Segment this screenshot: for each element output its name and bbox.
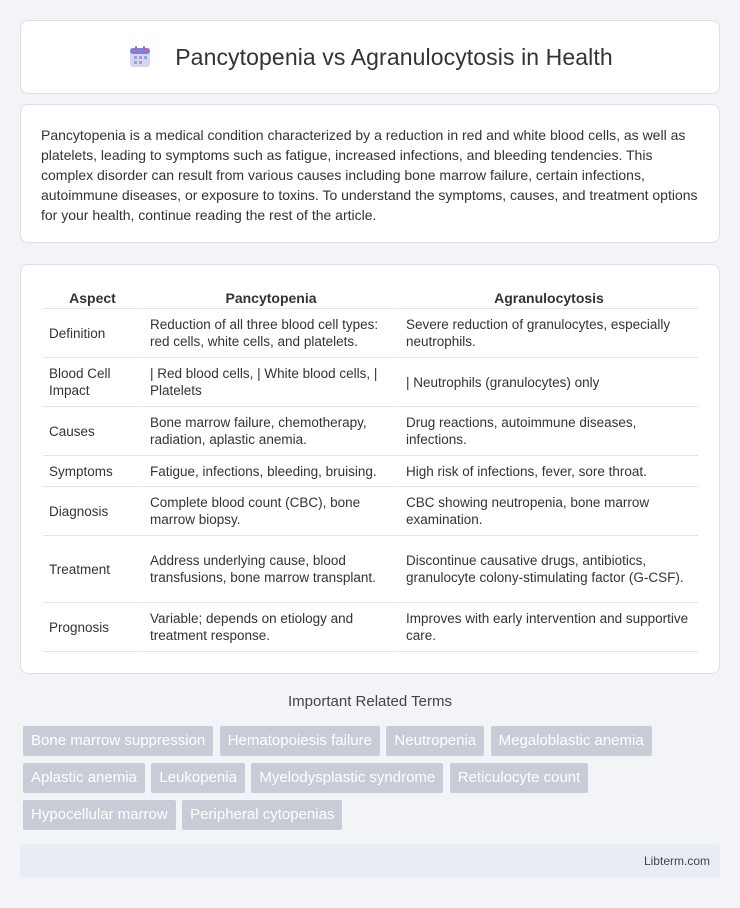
related-term-tag[interactable]: Aplastic anemia [23, 763, 145, 793]
cell-agranulocytosis: Discontinue causative drugs, antibiotics, granulocyte colony-stimulating factor (G-CSF). [398, 536, 698, 603]
table-row [43, 456, 698, 487]
calendar-icon [127, 44, 153, 70]
table-header-row [43, 287, 698, 309]
cell-agranulocytosis: | Neutrophils (granulocytes) only [398, 358, 698, 407]
related-term-tag[interactable]: Myelodysplastic syndrome [251, 763, 443, 793]
related-term-tag[interactable]: Hypocellular marrow [23, 800, 176, 830]
cell-aspect: Prognosis [43, 603, 142, 652]
related-terms-list [23, 726, 723, 837]
cell-pancytopenia: Complete blood count (CBC), bone marrow biopsy. [142, 487, 398, 536]
cell-agranulocytosis: High risk of infections, fever, sore throat. [398, 456, 698, 487]
cell-pancytopenia: Variable; depends on etiology and treatment response. [142, 603, 398, 652]
intro-card [20, 104, 720, 243]
table-row [43, 407, 698, 456]
related-term-tag[interactable]: Neutropenia [386, 726, 484, 756]
table-row [43, 603, 698, 652]
cell-agranulocytosis: Drug reactions, autoimmune diseases, infections. [398, 407, 698, 456]
cell-aspect: Definition [43, 309, 142, 358]
page-title: Pancytopenia vs Agranulocytosis in Health [175, 43, 613, 70]
table-row [43, 309, 698, 358]
table-row [43, 487, 698, 536]
cell-agranulocytosis: Severe reduction of granulocytes, especially neutrophils. [398, 309, 698, 358]
cell-pancytopenia: Reduction of all three blood cell types: red cells, white cells, and platelets. [142, 309, 398, 358]
related-terms-title: Important Related Terms [288, 693, 452, 710]
table-row [43, 536, 698, 603]
cell-pancytopenia: Bone marrow failure, chemotherapy, radiation, aplastic anemia. [142, 407, 398, 456]
cell-aspect: Blood Cell Impact [43, 358, 142, 407]
header-aspect: Aspect [43, 287, 142, 309]
comparison-card [20, 264, 720, 674]
cell-aspect: Treatment [43, 536, 142, 603]
cell-agranulocytosis: CBC showing neutropenia, bone marrow examination. [398, 487, 698, 536]
header-agranulocytosis: Agranulocytosis [398, 287, 698, 309]
related-term-tag[interactable]: Leukopenia [151, 763, 245, 793]
related-term-tag[interactable]: Hematopoiesis failure [220, 726, 380, 756]
title-card [20, 20, 720, 94]
cell-agranulocytosis: Improves with early intervention and supportive care. [398, 603, 698, 652]
header-pancytopenia: Pancytopenia [142, 287, 398, 309]
related-term-tag[interactable]: Reticulocyte count [450, 763, 589, 793]
footer-site-link[interactable]: Libterm.com [643, 854, 710, 868]
cell-pancytopenia: Address underlying cause, blood transfusions, bone marrow transplant. [142, 536, 398, 603]
footer [20, 844, 720, 878]
cell-aspect: Symptoms [43, 456, 142, 487]
cell-aspect: Causes [43, 407, 142, 456]
cell-pancytopenia: Fatigue, infections, bleeding, bruising. [142, 456, 398, 487]
related-term-tag[interactable]: Bone marrow suppression [23, 726, 213, 756]
cell-pancytopenia: | Red blood cells, | White blood cells, | Platelets [142, 358, 398, 407]
comparison-table [43, 287, 698, 652]
related-term-tag[interactable]: Megaloblastic anemia [491, 726, 652, 756]
intro-text: Pancytopenia is a medical condition characterized by a reduction in red and white blood cells, as well as platelets, leading to symptoms such as fatigue, increased infections, and bleeding tendencies. This complex disorder can result from various causes including bone marrow failure, certain infections, autoimmune diseases, or exposure to toxins. To understand the symptoms, causes, and treatment options for your health, continue reading the rest of the article. [41, 127, 698, 223]
cell-aspect: Diagnosis [43, 487, 142, 536]
related-term-tag[interactable]: Peripheral cytopenias [182, 800, 342, 830]
table-row [43, 358, 698, 407]
